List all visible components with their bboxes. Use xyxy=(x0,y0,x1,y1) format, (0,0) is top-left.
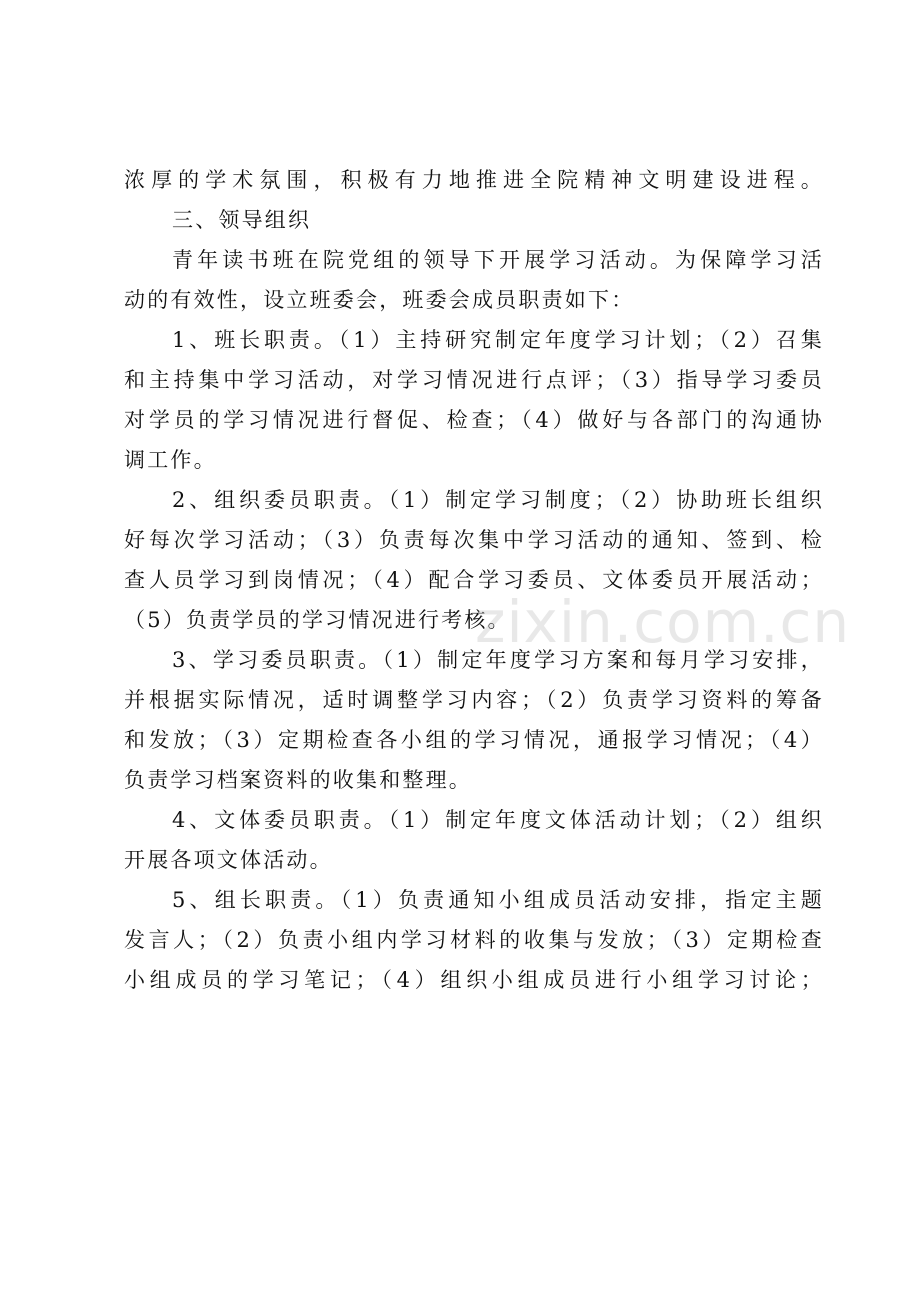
paragraph-line: 查人员学习到岗情况；（4）配合学习委员、文体委员开展活动； xyxy=(124,568,824,592)
paragraph-line: 对学员的学习情况进行督促、检查；（4）做好与各部门的沟通协 xyxy=(124,408,824,432)
document-page xyxy=(124,160,824,1000)
section-heading: 三、领导组织 xyxy=(172,208,312,232)
paragraph-line: 2、组织委员职责。（1）制定学习制度；（2）协助班长组织 xyxy=(172,488,824,512)
watermark: zixin.com.cn xyxy=(475,588,851,656)
paragraph-line: 3、学习委员职责。（1）制定年度学习方案和每月学习安排， xyxy=(172,648,824,672)
paragraph-line: 调工作。 xyxy=(124,448,217,472)
paragraph-line: （5）负责学员的学习情况进行考核。 xyxy=(124,608,511,632)
paragraph-line: 青年读书班在院党组的领导下开展学习活动。为保障学习活 xyxy=(172,248,824,272)
paragraph-line: 动的有效性，设立班委会，班委会成员职责如下： xyxy=(124,288,635,312)
paragraph-line: 好每次学习活动；（3）负责每次集中学习活动的通知、签到、检 xyxy=(124,528,824,552)
paragraph-line: 发言人；（2）负责小组内学习材料的收集与发放；（3）定期检查 xyxy=(124,928,824,952)
paragraph-line: 5、组长职责。（1）负责通知小组成员活动安排，指定主题 xyxy=(172,888,824,912)
paragraph-line: 和主持集中学习活动，对学习情况进行点评；（3）指导学习委员 xyxy=(124,368,824,392)
paragraph-line: 开展各项文体活动。 xyxy=(124,848,333,872)
paragraph-line: 小组成员的学习笔记；（4）组织小组成员进行小组学习讨论； xyxy=(124,968,824,992)
paragraph-line: 4、文体委员职责。（1）制定年度文体活动计划；（2）组织 xyxy=(172,808,824,832)
paragraph-line: 负责学习档案资料的收集和整理。 xyxy=(124,768,472,792)
paragraph-line: 和发放；（3）定期检查各小组的学习情况，通报学习情况；（4） xyxy=(124,728,824,752)
paragraph-line: 并根据实际情况，适时调整学习内容；（2）负责学习资料的筹备 xyxy=(124,688,824,712)
paragraph-line: 浓厚的学术氛围，积极有力地推进全院精神文明建设进程。 xyxy=(124,168,824,192)
paragraph-line: 1、班长职责。（1）主持研究制定年度学习计划；（2）召集 xyxy=(172,328,824,352)
